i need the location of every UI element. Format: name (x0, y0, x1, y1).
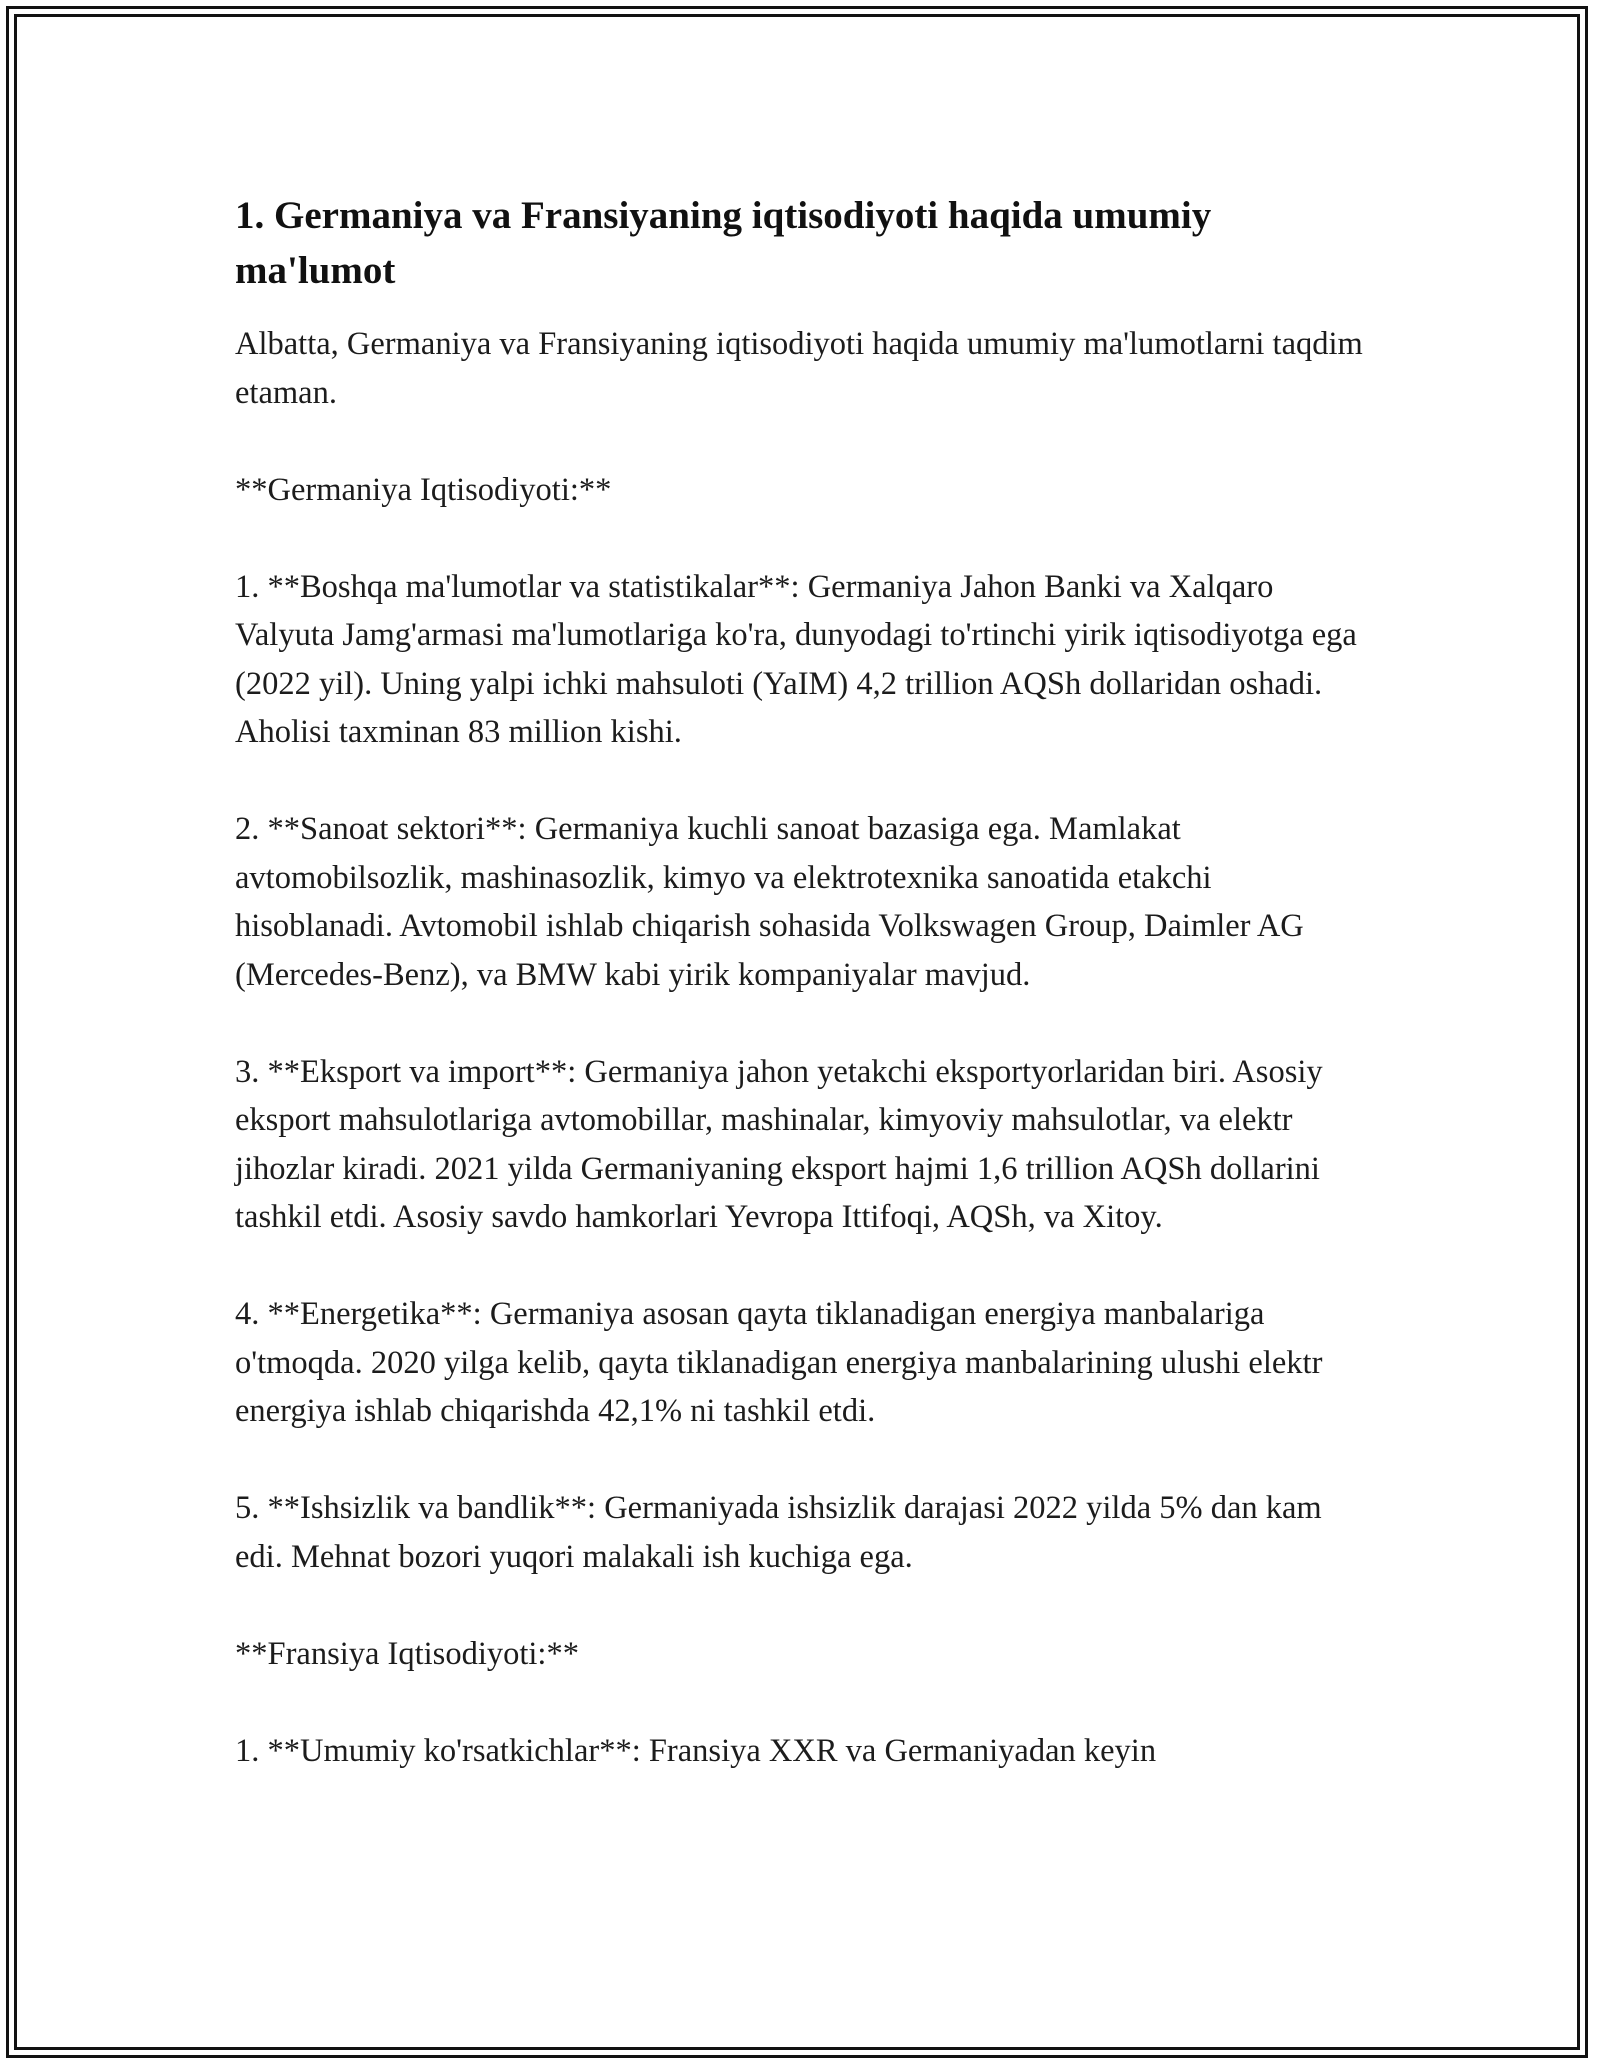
section-heading-france: **Fransiya Iqtisodiyoti:** (235, 1635, 579, 1672)
germany-item-4-energy: 4. **Energetika**: Germaniya asosan qayta tiklanadigan energiya manbalariga o'tmoqda. 2020 yilga kelib, qayta tiklanadigan energiya manbalarining ulushi elektr energiya ishlab chiqarishda 42,1% ni tashkil etdi. (235, 1296, 1323, 1429)
document-title: 1. Germaniya va Fransiyaning iqtisodiyoti haqida umumiy ma'lumot (235, 194, 1212, 292)
section-heading-germany: **Germaniya Iqtisodiyoti:** (235, 471, 612, 508)
intro-paragraph: Albatta, Germaniya va Fransiyaning iqtisodiyoti haqida umumiy ma'lumotlarni taqdim etaman. (235, 326, 1363, 411)
france-item-1-overview: 1. **Umumiy ko'rsatkichlar**: Fransiya XXR va Germaniyadan keyin (235, 1732, 1157, 1769)
germany-item-5-employment: 5. **Ishsizlik va bandlik**: Germaniyada ishsizlik darajasi 2022 yilda 5% dan kam edi. Mehnat bozori yuqori malakali ish kuchiga ega. (235, 1490, 1322, 1575)
germany-item-3-trade: 3. **Eksport va import**: Germaniya jahon yetakchi eksportyorlaridan biri. Asosiy eksport mahsulotlariga avtomobillar, mashinalar, kimyoviy mahsulotlar, va elektr jihozlar kiradi. 2021 yilda Germaniyaning eksport hajmi 1,6 trillion AQSh dollarini tashkil etdi. Asosiy savdo hamkorlari Yevropa Ittifoqi, AQSh, va Xitoy. (235, 1053, 1323, 1235)
document-body (235, 188, 1365, 1824)
germany-item-1-statistics: 1. **Boshqa ma'lumotlar va statistikalar**: Germaniya Jahon Banki va Xalqaro Valyuta Jamg'armasi ma'lumotlariga ko'ra, dunyodagi to'rtinchi yirik iqtisodiyotga ega (2022 yil). Uning yalpi ichki mahsuloti (YaIM) 4,2 trillion AQSh dollaridan oshadi. Aholisi taxminan 83 million kishi. (235, 568, 1357, 750)
germany-item-2-industry: 2. **Sanoat sektori**: Germaniya kuchli sanoat bazasiga ega. Mamlakat avtomobilsozlik, mashinasozlik, kimyo va elektrotexnika sanoatida etakchi hisoblanadi. Avtomobil ishlab chiqarish sohasida Volkswagen Group, Daimler AG (Mercedes-Benz), va BMW kabi yirik kompaniyalar mavjud. (235, 811, 1304, 993)
